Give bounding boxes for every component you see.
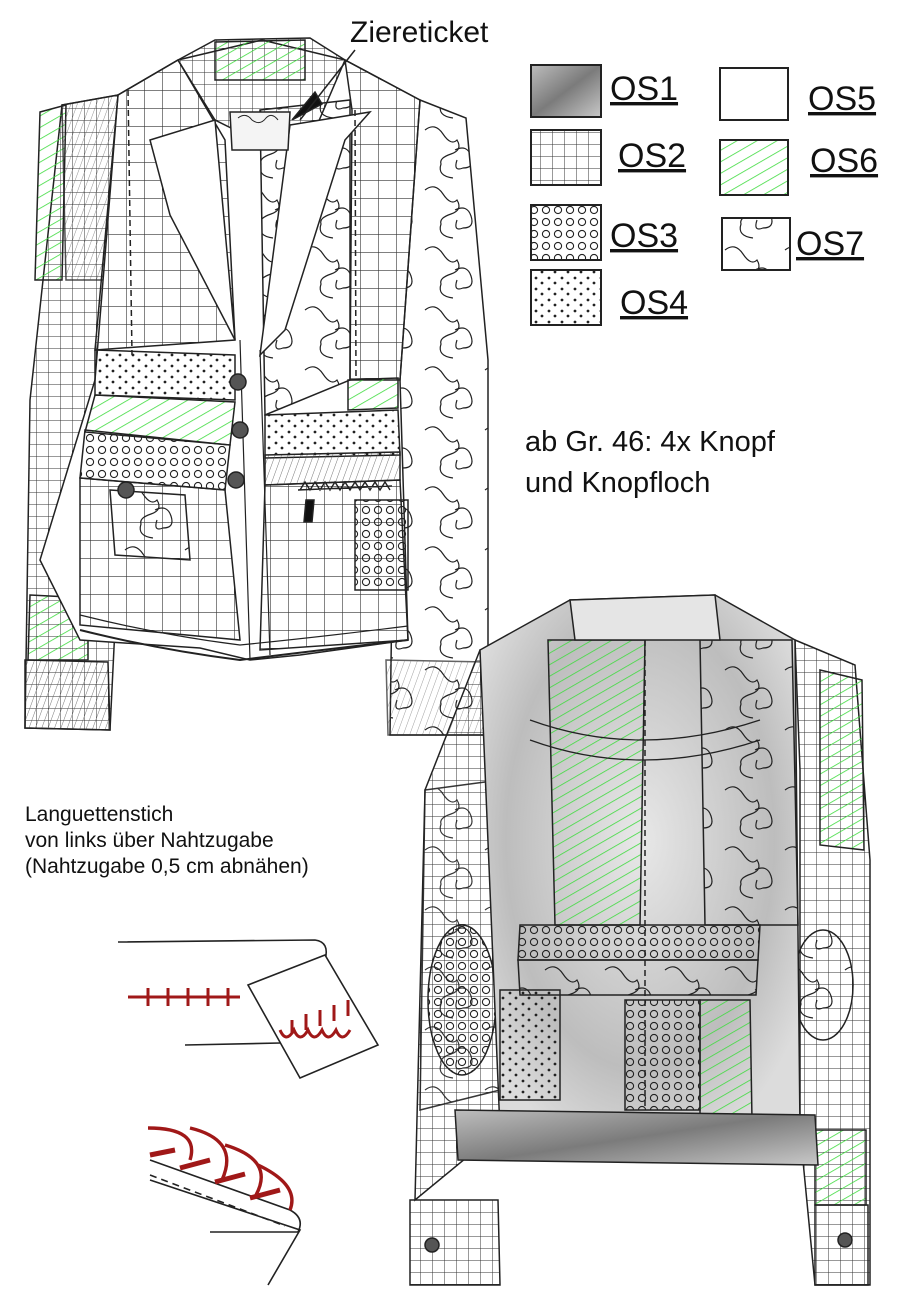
button-pocket	[118, 482, 134, 498]
folded-fabric	[248, 955, 378, 1078]
legend-label-os6: OS6	[810, 142, 879, 180]
legend-label-os7: OS7	[796, 225, 865, 263]
legend-swatch-os6	[720, 140, 788, 195]
cuff-button-left	[425, 1238, 439, 1252]
stitch-note-line-2: von links über Nahtzugabe	[25, 829, 274, 852]
back-collar	[570, 595, 720, 640]
legend-swatch-os3	[531, 205, 601, 260]
cuff-button-right	[838, 1233, 852, 1247]
size-note-line-2: und Knopfloch	[525, 467, 711, 499]
legend-swatch-os2	[531, 130, 601, 185]
button-1	[230, 374, 246, 390]
front-jacket	[25, 38, 488, 735]
button-3	[228, 472, 244, 488]
legend-swatch-os7	[722, 218, 790, 270]
stitch-diagram-bottom	[148, 1128, 300, 1285]
legend-label-os4: OS4	[620, 284, 689, 322]
blanket-stitch-red	[148, 1128, 292, 1210]
legend-swatch-os5	[720, 68, 788, 120]
legend-label-os3: OS3	[610, 217, 679, 255]
back-jacket	[410, 595, 870, 1285]
size-note	[525, 422, 775, 504]
button-2	[232, 422, 248, 438]
legend-label-os1: OS1	[610, 70, 679, 108]
label-tag-annotation: Ziereticket	[350, 16, 489, 49]
legend-label-os2: OS2	[618, 137, 687, 175]
stitch-note-line-1: Languettenstich	[25, 803, 174, 826]
size-note-line-1: ab Gr. 46: 4x Knopf	[525, 426, 775, 458]
stitch-note-line-3: (Nahtzugabe 0,5 cm abnähen)	[25, 855, 309, 878]
legend-label-os5: OS5	[808, 80, 877, 118]
elbow-patch-right	[793, 930, 853, 1040]
legend-swatch-os4	[531, 270, 601, 325]
legend-swatch-os1	[531, 65, 601, 117]
stitch-diagram-top	[118, 940, 378, 1078]
stitch-note	[25, 802, 377, 880]
elbow-patch-left	[428, 925, 496, 1075]
